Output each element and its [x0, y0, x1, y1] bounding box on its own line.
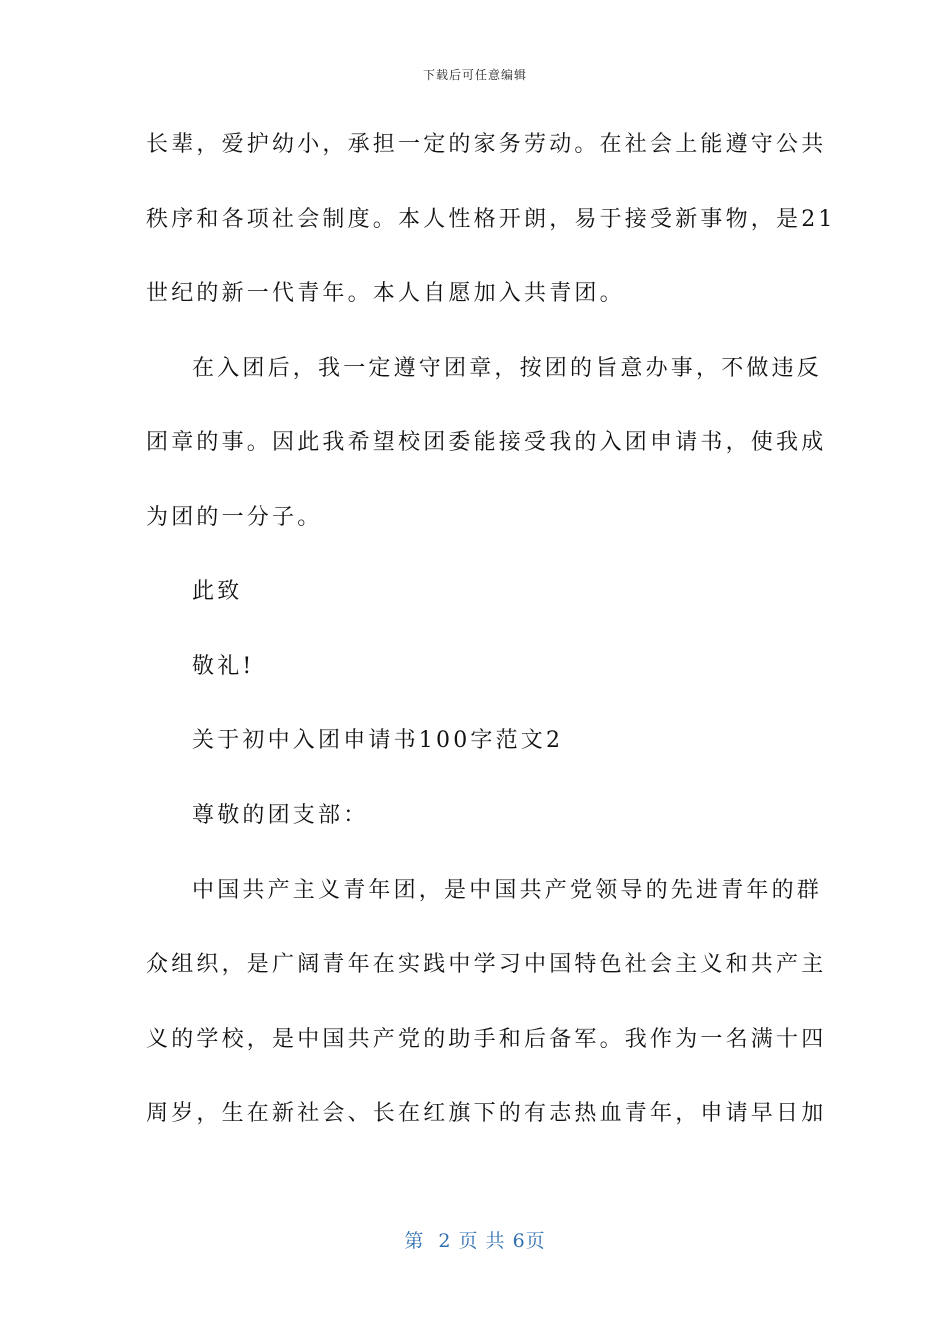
page-number-footer: 第 2 页 共 6页 [404, 1230, 546, 1252]
body-line-4: 在入团后，我一定遵守团章，按团的旨意办事，不做违反 [192, 356, 823, 381]
body-line-12: 众组织，是广阔青年在实践中学习中国特色社会主义和共产主 [146, 952, 827, 977]
body-line-11: 中国共产主义青年团，是中国共产党领导的先进青年的群 [192, 878, 823, 903]
body-line-5: 团章的事。因此我希望校团委能接受我的入团申请书，使我成 [146, 430, 827, 455]
body-line-2: 秩序和各项社会制度。本人性格开朗，易于接受新事物，是21 [146, 207, 836, 232]
salutation-respect: 敬礼! [192, 654, 255, 679]
header-note: 下载后可任意编辑 [422, 68, 527, 82]
body-line-6: 为团的一分子。 [146, 505, 323, 530]
body-line-13: 义的学校，是中国共产党的助手和后备军。我作为一名满十四 [146, 1027, 827, 1052]
body-line-3: 世纪的新一代青年。本人自愿加入共青团。 [146, 281, 625, 306]
greeting: 尊敬的团支部： [192, 803, 369, 828]
body-line-14: 周岁，生在新社会、长在红旗下的有志热血青年，申请早日加 [146, 1101, 827, 1126]
section-title: 关于初中入团申请书100字范文2 [192, 728, 564, 753]
salutation-closing: 此致 [192, 579, 243, 604]
body-line-1: 长辈，爱护幼小，承担一定的家务劳动。在社会上能遵守公共 [146, 132, 827, 157]
